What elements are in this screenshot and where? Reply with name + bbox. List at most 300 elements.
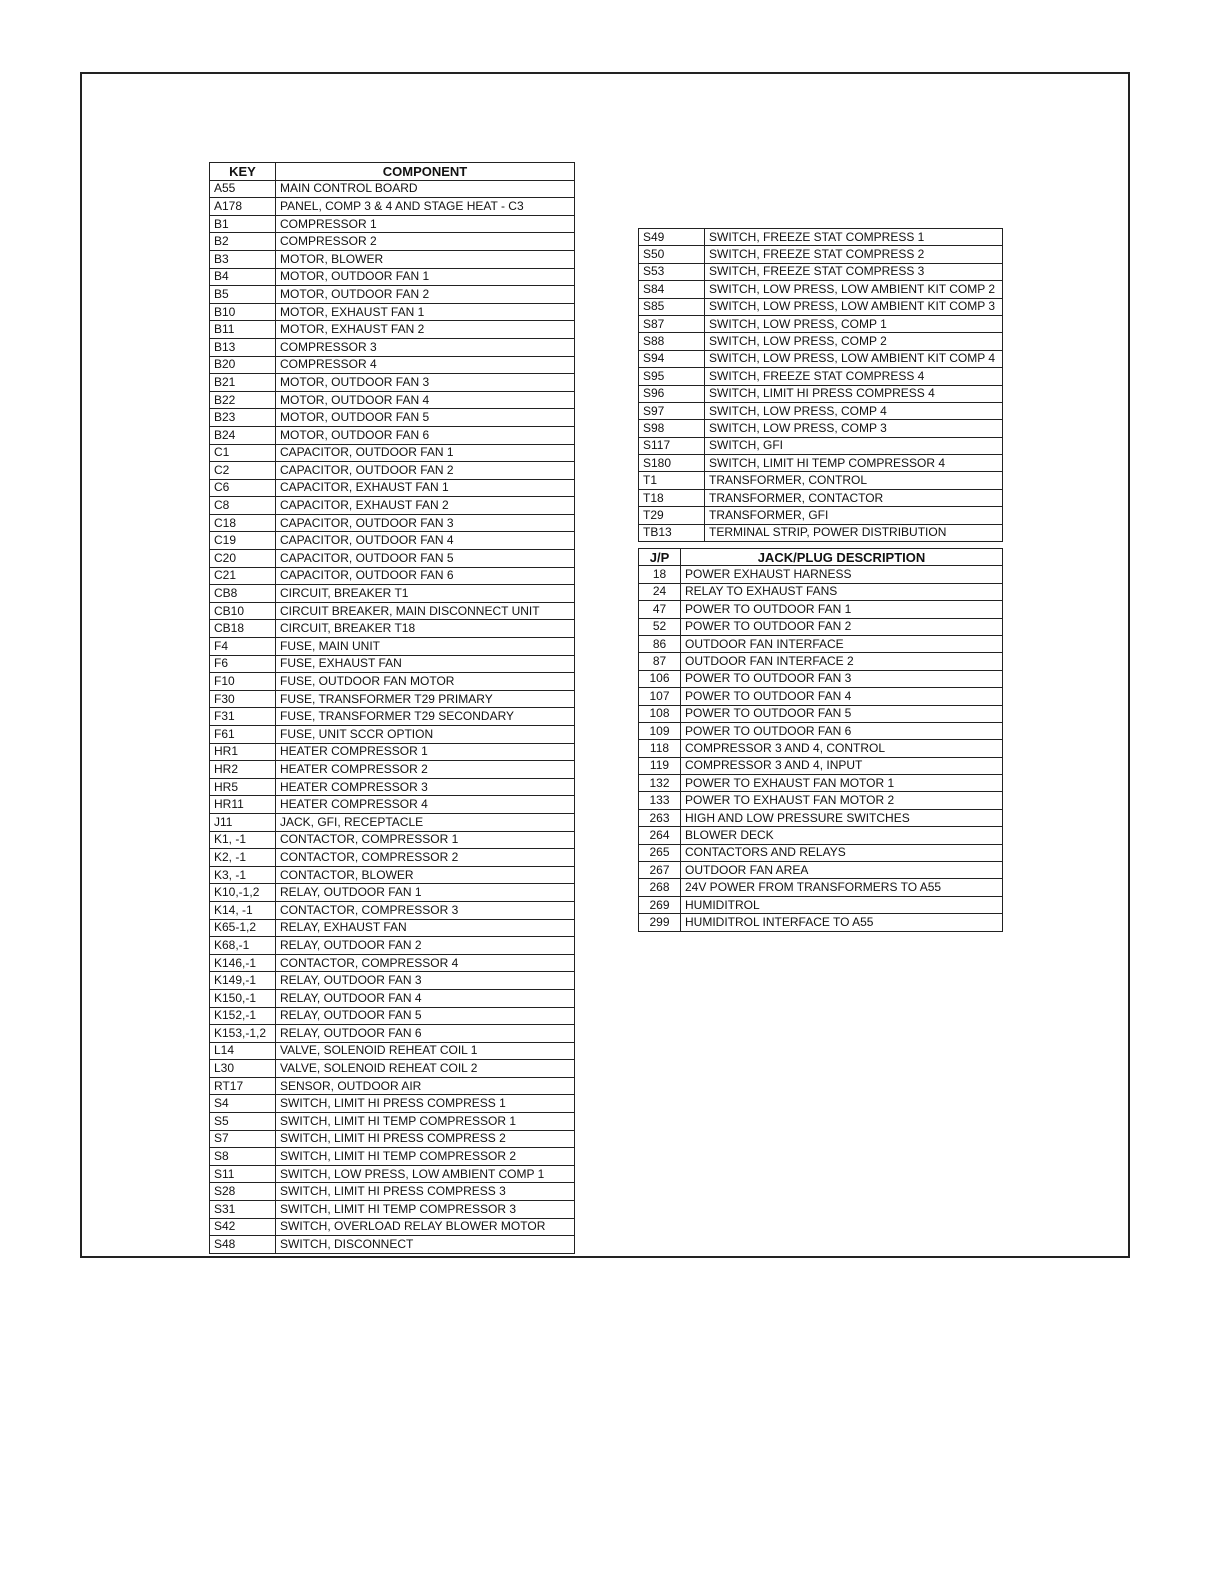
table-row (639, 385, 1003, 402)
table-row (210, 532, 575, 550)
table-row (639, 775, 1003, 792)
description-cell: CIRCUIT, BREAKER T1 (276, 585, 575, 603)
table-row (639, 402, 1003, 419)
table-row (210, 620, 575, 638)
table-row (210, 919, 575, 937)
description-column-header: JACK/PLUG DESCRIPTION (681, 549, 1003, 566)
key-cell: A178 (210, 198, 276, 216)
description-cell: SWITCH, FREEZE STAT COMPRESS 4 (705, 368, 1003, 385)
component-column-header: COMPONENT (276, 163, 575, 181)
description-cell: JACK, GFI, RECEPTACLE (276, 813, 575, 831)
key-cell: S87 (639, 315, 705, 332)
key-cell: B13 (210, 338, 276, 356)
table-row (210, 813, 575, 831)
key-cell: K3, -1 (210, 866, 276, 884)
key-cell: S97 (639, 402, 705, 419)
key-cell: T1 (639, 472, 705, 489)
table-row (639, 455, 1003, 472)
description-cell: CAPACITOR, OUTDOOR FAN 3 (276, 514, 575, 532)
description-cell: COMPRESSOR 1 (276, 215, 575, 233)
table-row (210, 1060, 575, 1078)
key-cell: B4 (210, 268, 276, 286)
table-row (210, 1025, 575, 1043)
key-cell: 24 (639, 583, 681, 600)
table-row (210, 1236, 575, 1254)
description-cell: 24V POWER FROM TRANSFORMERS TO A55 (681, 879, 1003, 896)
description-cell: MAIN CONTROL BOARD (276, 180, 575, 198)
key-cell: 133 (639, 792, 681, 809)
key-cell: C20 (210, 550, 276, 568)
description-cell: FUSE, EXHAUST FAN (276, 655, 575, 673)
key-cell: K14, -1 (210, 901, 276, 919)
key-cell: CB18 (210, 620, 276, 638)
table-row (639, 722, 1003, 739)
table-row (210, 479, 575, 497)
table-row (210, 550, 575, 568)
table-row (210, 989, 575, 1007)
key-cell: 265 (639, 844, 681, 861)
key-cell: K68,-1 (210, 937, 276, 955)
table-row (210, 673, 575, 691)
table-row (639, 792, 1003, 809)
table-row (210, 250, 575, 268)
description-cell: CONTACTOR, COMPRESSOR 4 (276, 954, 575, 972)
table-row (639, 896, 1003, 913)
key-cell: F61 (210, 726, 276, 744)
description-cell: POWER TO OUTDOOR FAN 2 (681, 618, 1003, 635)
key-cell: 18 (639, 566, 681, 583)
description-cell: SWITCH, LOW PRESS, COMP 3 (705, 420, 1003, 437)
table-row (210, 1113, 575, 1131)
key-cell: B21 (210, 374, 276, 392)
key-cell: S4 (210, 1095, 276, 1113)
description-cell: BLOWER DECK (681, 827, 1003, 844)
key-cell: L14 (210, 1042, 276, 1060)
table-row (210, 937, 575, 955)
key-cell: K2, -1 (210, 849, 276, 867)
key-cell: K1, -1 (210, 831, 276, 849)
description-cell: VALVE, SOLENOID REHEAT COIL 1 (276, 1042, 575, 1060)
table-row (210, 409, 575, 427)
table-row (639, 315, 1003, 332)
component-key-table-continued (638, 228, 1003, 542)
key-cell: S7 (210, 1130, 276, 1148)
table-row (210, 972, 575, 990)
key-cell: 119 (639, 757, 681, 774)
description-cell: SWITCH, OVERLOAD RELAY BLOWER MOTOR (276, 1218, 575, 1236)
key-cell: F31 (210, 708, 276, 726)
key-cell: 269 (639, 896, 681, 913)
table-row (210, 1095, 575, 1113)
key-cell: 52 (639, 618, 681, 635)
key-cell: S94 (639, 350, 705, 367)
table-row (210, 198, 575, 216)
table-row (210, 901, 575, 919)
key-cell: CB8 (210, 585, 276, 603)
description-cell: PANEL, COMP 3 & 4 AND STAGE HEAT - C3 (276, 198, 575, 216)
table-row (210, 708, 575, 726)
key-cell: B11 (210, 321, 276, 339)
description-cell: MOTOR, OUTDOOR FAN 4 (276, 391, 575, 409)
description-cell: POWER TO OUTDOOR FAN 3 (681, 670, 1003, 687)
description-cell: CAPACITOR, OUTDOOR FAN 4 (276, 532, 575, 550)
description-cell: CONTACTOR, COMPRESSOR 2 (276, 849, 575, 867)
key-cell: S98 (639, 420, 705, 437)
table-row (639, 618, 1003, 635)
key-cell: B24 (210, 426, 276, 444)
table-row (210, 338, 575, 356)
description-cell: CONTACTOR, BLOWER (276, 866, 575, 884)
key-cell: F6 (210, 655, 276, 673)
key-cell: T18 (639, 489, 705, 506)
key-cell: S84 (639, 281, 705, 298)
key-cell: K65-1,2 (210, 919, 276, 937)
key-cell: S49 (639, 229, 705, 246)
key-cell: S117 (639, 437, 705, 454)
description-cell: COMPRESSOR 2 (276, 233, 575, 251)
description-cell: COMPRESSOR 3 AND 4, CONTROL (681, 740, 1003, 757)
description-cell: SWITCH, DISCONNECT (276, 1236, 575, 1254)
description-cell: SWITCH, LIMIT HI TEMP COMPRESSOR 3 (276, 1201, 575, 1219)
table-row (210, 585, 575, 603)
table-row (639, 298, 1003, 315)
key-cell: 87 (639, 653, 681, 670)
key-cell: CB10 (210, 602, 276, 620)
key-cell: K153,-1,2 (210, 1025, 276, 1043)
table-row (639, 229, 1003, 246)
table-row (639, 827, 1003, 844)
description-cell: FUSE, TRANSFORMER T29 PRIMARY (276, 690, 575, 708)
table-row (639, 757, 1003, 774)
description-cell: POWER TO OUTDOOR FAN 6 (681, 722, 1003, 739)
description-cell: SWITCH, GFI (705, 437, 1003, 454)
table-row (639, 914, 1003, 931)
table-row (639, 472, 1003, 489)
table-row (639, 635, 1003, 652)
key-cell: C21 (210, 567, 276, 585)
key-cell: RT17 (210, 1077, 276, 1095)
table-row (210, 462, 575, 480)
key-cell: C8 (210, 497, 276, 515)
table-row (639, 844, 1003, 861)
description-cell: SWITCH, LOW PRESS, COMP 2 (705, 333, 1003, 350)
description-cell: MOTOR, OUTDOOR FAN 2 (276, 286, 575, 304)
table-row (210, 1183, 575, 1201)
description-cell: TRANSFORMER, GFI (705, 507, 1003, 524)
table-row (639, 333, 1003, 350)
table-row (210, 1130, 575, 1148)
table-row (210, 849, 575, 867)
table-row (639, 879, 1003, 896)
description-cell: RELAY, EXHAUST FAN (276, 919, 575, 937)
table-row (210, 743, 575, 761)
table-row (639, 583, 1003, 600)
key-cell: K146,-1 (210, 954, 276, 972)
table-row (210, 1148, 575, 1166)
key-cell: 132 (639, 775, 681, 792)
key-cell: 264 (639, 827, 681, 844)
key-cell: S85 (639, 298, 705, 315)
table-row (639, 601, 1003, 618)
description-cell: FUSE, OUTDOOR FAN MOTOR (276, 673, 575, 691)
key-cell: HR2 (210, 761, 276, 779)
table-row (210, 215, 575, 233)
description-cell: SWITCH, LOW PRESS, COMP 4 (705, 402, 1003, 419)
description-cell: CAPACITOR, OUTDOOR FAN 1 (276, 444, 575, 462)
description-cell: RELAY, OUTDOOR FAN 3 (276, 972, 575, 990)
description-cell: COMPRESSOR 3 AND 4, INPUT (681, 757, 1003, 774)
description-cell: MOTOR, OUTDOOR FAN 6 (276, 426, 575, 444)
key-cell: B5 (210, 286, 276, 304)
table-row (210, 497, 575, 515)
key-cell: S96 (639, 385, 705, 402)
description-cell: CAPACITOR, EXHAUST FAN 2 (276, 497, 575, 515)
table-header-row (210, 163, 575, 181)
description-cell: SWITCH, LOW PRESS, LOW AMBIENT KIT COMP 3 (705, 298, 1003, 315)
description-cell: OUTDOOR FAN AREA (681, 862, 1003, 879)
description-cell: POWER TO OUTDOOR FAN 1 (681, 601, 1003, 618)
description-cell: SWITCH, LIMIT HI PRESS COMPRESS 1 (276, 1095, 575, 1113)
description-cell: SWITCH, FREEZE STAT COMPRESS 1 (705, 229, 1003, 246)
key-cell: S48 (210, 1236, 276, 1254)
key-cell: HR1 (210, 743, 276, 761)
description-cell: SWITCH, LOW PRESS, LOW AMBIENT KIT COMP 4 (705, 350, 1003, 367)
table-row (639, 740, 1003, 757)
description-cell: CAPACITOR, OUTDOOR FAN 6 (276, 567, 575, 585)
key-cell: T29 (639, 507, 705, 524)
key-cell: B23 (210, 409, 276, 427)
table-row (210, 180, 575, 198)
description-cell: TERMINAL STRIP, POWER DISTRIBUTION (705, 524, 1003, 541)
table-row (639, 507, 1003, 524)
description-cell: SWITCH, LIMIT HI TEMP COMPRESSOR 2 (276, 1148, 575, 1166)
key-cell: B1 (210, 215, 276, 233)
table-row (210, 374, 575, 392)
description-cell: CIRCUIT, BREAKER T18 (276, 620, 575, 638)
key-cell: 109 (639, 722, 681, 739)
description-cell: CAPACITOR, OUTDOOR FAN 2 (276, 462, 575, 480)
table-row (639, 263, 1003, 280)
description-cell: POWER TO EXHAUST FAN MOTOR 1 (681, 775, 1003, 792)
key-cell: 86 (639, 635, 681, 652)
table-row (210, 638, 575, 656)
description-cell: TRANSFORMER, CONTROL (705, 472, 1003, 489)
key-cell: K149,-1 (210, 972, 276, 990)
table-row (210, 286, 575, 304)
description-cell: SWITCH, LOW PRESS, LOW AMBIENT KIT COMP 2 (705, 281, 1003, 298)
table-row (210, 954, 575, 972)
table-row (210, 391, 575, 409)
table-row (210, 1218, 575, 1236)
description-cell: RELAY, OUTDOOR FAN 4 (276, 989, 575, 1007)
key-cell: C19 (210, 532, 276, 550)
description-cell: FUSE, TRANSFORMER T29 SECONDARY (276, 708, 575, 726)
description-cell: RELAY, OUTDOOR FAN 2 (276, 937, 575, 955)
key-cell: C1 (210, 444, 276, 462)
table-row (639, 670, 1003, 687)
description-cell: SWITCH, LIMIT HI PRESS COMPRESS 2 (276, 1130, 575, 1148)
key-cell: A55 (210, 180, 276, 198)
description-cell: FUSE, MAIN UNIT (276, 638, 575, 656)
table-row (210, 356, 575, 374)
description-cell: CIRCUIT BREAKER, MAIN DISCONNECT UNIT (276, 602, 575, 620)
description-cell: COMPRESSOR 3 (276, 338, 575, 356)
table-row (639, 489, 1003, 506)
key-cell: F10 (210, 673, 276, 691)
description-cell: CONTACTOR, COMPRESSOR 1 (276, 831, 575, 849)
description-cell: RELAY TO EXHAUST FANS (681, 583, 1003, 600)
description-cell: TRANSFORMER, CONTACTOR (705, 489, 1003, 506)
table-row (639, 653, 1003, 670)
description-cell: HEATER COMPRESSOR 3 (276, 778, 575, 796)
table-row (210, 567, 575, 585)
table-row (210, 602, 575, 620)
description-cell: SWITCH, FREEZE STAT COMPRESS 3 (705, 263, 1003, 280)
table-row (639, 350, 1003, 367)
table-row (210, 1007, 575, 1025)
key-cell: 108 (639, 705, 681, 722)
key-cell: 267 (639, 862, 681, 879)
key-cell: B22 (210, 391, 276, 409)
description-cell: CAPACITOR, EXHAUST FAN 1 (276, 479, 575, 497)
description-cell: OUTDOOR FAN INTERFACE 2 (681, 653, 1003, 670)
key-cell: S50 (639, 246, 705, 263)
description-cell: RELAY, OUTDOOR FAN 5 (276, 1007, 575, 1025)
key-cell: S31 (210, 1201, 276, 1219)
description-cell: SWITCH, LOW PRESS, COMP 1 (705, 315, 1003, 332)
key-cell: S180 (639, 455, 705, 472)
description-cell: RELAY, OUTDOOR FAN 6 (276, 1025, 575, 1043)
table-row (639, 862, 1003, 879)
table-row (210, 303, 575, 321)
table-row (639, 705, 1003, 722)
description-cell: HEATER COMPRESSOR 1 (276, 743, 575, 761)
table-row (210, 444, 575, 462)
key-cell: B2 (210, 233, 276, 251)
key-cell: S8 (210, 1148, 276, 1166)
key-cell: S5 (210, 1113, 276, 1131)
description-cell: HUMIDITROL INTERFACE TO A55 (681, 914, 1003, 931)
description-cell: MOTOR, EXHAUST FAN 2 (276, 321, 575, 339)
table-row (210, 690, 575, 708)
table-row (210, 726, 575, 744)
table-row (210, 866, 575, 884)
table-row (639, 368, 1003, 385)
description-cell: POWER TO OUTDOOR FAN 4 (681, 688, 1003, 705)
key-cell: L30 (210, 1060, 276, 1078)
key-cell: B3 (210, 250, 276, 268)
description-cell: MOTOR, OUTDOOR FAN 5 (276, 409, 575, 427)
key-cell: F4 (210, 638, 276, 656)
description-cell: VALVE, SOLENOID REHEAT COIL 2 (276, 1060, 575, 1078)
description-cell: MOTOR, OUTDOOR FAN 1 (276, 268, 575, 286)
table-row (210, 1077, 575, 1095)
description-cell: COMPRESSOR 4 (276, 356, 575, 374)
description-cell: SWITCH, FREEZE STAT COMPRESS 2 (705, 246, 1003, 263)
key-cell: S88 (639, 333, 705, 350)
table-row (639, 688, 1003, 705)
table-row (210, 233, 575, 251)
table-row (210, 761, 575, 779)
key-cell: J11 (210, 813, 276, 831)
description-cell: HUMIDITROL (681, 896, 1003, 913)
key-cell: C2 (210, 462, 276, 480)
description-cell: MOTOR, BLOWER (276, 250, 575, 268)
key-cell: 263 (639, 809, 681, 826)
key-cell: HR11 (210, 796, 276, 814)
component-key-table (209, 162, 575, 1254)
key-cell: HR5 (210, 778, 276, 796)
table-header-row (639, 549, 1003, 566)
key-cell: K152,-1 (210, 1007, 276, 1025)
table-row (210, 426, 575, 444)
jack-plug-table (638, 548, 1003, 932)
key-cell: B10 (210, 303, 276, 321)
description-cell: CONTACTOR, COMPRESSOR 3 (276, 901, 575, 919)
table-row (210, 321, 575, 339)
key-cell: C18 (210, 514, 276, 532)
key-column-header: KEY (210, 163, 276, 181)
jp-column-header: J/P (639, 549, 681, 566)
table-row (210, 831, 575, 849)
key-cell: S95 (639, 368, 705, 385)
description-cell: FUSE, UNIT SCCR OPTION (276, 726, 575, 744)
description-cell: SWITCH, LOW PRESS, LOW AMBIENT COMP 1 (276, 1165, 575, 1183)
description-cell: CONTACTORS AND RELAYS (681, 844, 1003, 861)
key-cell: K150,-1 (210, 989, 276, 1007)
key-cell: 47 (639, 601, 681, 618)
table-row (639, 281, 1003, 298)
table-row (639, 246, 1003, 263)
table-row (210, 655, 575, 673)
table-row (210, 514, 575, 532)
key-cell: S28 (210, 1183, 276, 1201)
key-cell: S11 (210, 1165, 276, 1183)
key-cell: TB13 (639, 524, 705, 541)
table-row (210, 268, 575, 286)
table-row (639, 437, 1003, 454)
key-cell: 118 (639, 740, 681, 757)
table-row (639, 524, 1003, 541)
key-cell: B20 (210, 356, 276, 374)
key-cell: 107 (639, 688, 681, 705)
description-cell: RELAY, OUTDOOR FAN 1 (276, 884, 575, 902)
key-cell: 268 (639, 879, 681, 896)
table-row (210, 1201, 575, 1219)
description-cell: POWER EXHAUST HARNESS (681, 566, 1003, 583)
key-cell: 106 (639, 670, 681, 687)
description-cell: POWER TO EXHAUST FAN MOTOR 2 (681, 792, 1003, 809)
key-cell: K10,-1,2 (210, 884, 276, 902)
description-cell: HIGH AND LOW PRESSURE SWITCHES (681, 809, 1003, 826)
table-row (639, 809, 1003, 826)
description-cell: MOTOR, EXHAUST FAN 1 (276, 303, 575, 321)
description-cell: MOTOR, OUTDOOR FAN 3 (276, 374, 575, 392)
key-cell: S42 (210, 1218, 276, 1236)
table-row (210, 1042, 575, 1060)
table-row (210, 778, 575, 796)
description-cell: POWER TO OUTDOOR FAN 5 (681, 705, 1003, 722)
description-cell: SWITCH, LIMIT HI TEMP COMPRESSOR 1 (276, 1113, 575, 1131)
description-cell: CAPACITOR, OUTDOOR FAN 5 (276, 550, 575, 568)
key-cell: 299 (639, 914, 681, 931)
key-cell: S53 (639, 263, 705, 280)
description-cell: SWITCH, LIMIT HI PRESS COMPRESS 4 (705, 385, 1003, 402)
description-cell: OUTDOOR FAN INTERFACE (681, 635, 1003, 652)
table-row (210, 1165, 575, 1183)
description-cell: SENSOR, OUTDOOR AIR (276, 1077, 575, 1095)
description-cell: SWITCH, LIMIT HI TEMP COMPRESSOR 4 (705, 455, 1003, 472)
